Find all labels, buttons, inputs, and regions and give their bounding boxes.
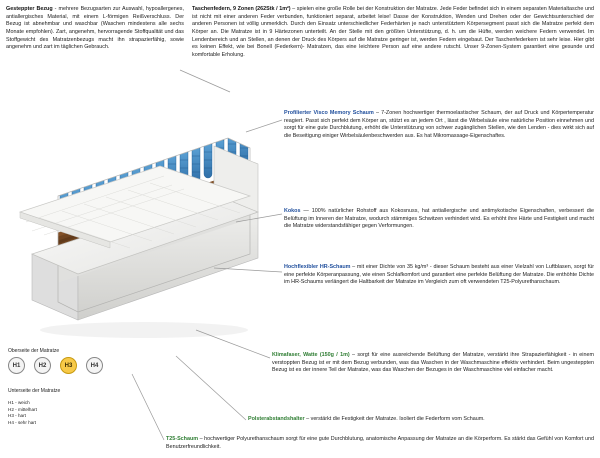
body-kokos: — 100% natürlicher Rohstoff aus Kokosnuss, hat antiallergische und antimykotische Eigenschaften, verbessert die Belüftung im Inneren der Matratze, wodurch stämmiges Schwitzen verhindert wird. Es erhöht ihre Härte und Festigkeit und macht die Matratze widerstandsfähiger gegen Verformungen.: [284, 208, 594, 230]
label-t25-schaum: T25-Schaum: [166, 436, 199, 442]
body-hr-schaum: – mit einer Dichte von 35 kg/m³ - dieser Schaum besteht aus einer Vielzahl von Luftblasen, sorgt für eine perfekte Körperanpassung, wie einen Schlafkomfort und garantiert eine perfekte Belüftung der Matratze. Die enthöhte Dichte im HR-Schaums verlängert die Haltbarkeit der Matratze im Vergleich zum oft verwendeten T25-Polyurethanschaum.: [284, 264, 594, 286]
leader-polster: [176, 356, 246, 420]
text-block-visco: [284, 110, 594, 141]
leader-bezug: [180, 70, 230, 92]
hardness-option-h4[interactable]: H4: [86, 357, 103, 374]
text-block-t25-schaum: [166, 436, 594, 451]
text-block-bezug: [6, 6, 184, 52]
hardness-selector[interactable]: [8, 357, 103, 374]
caption-top-side: Oberseite der Matratze: [8, 348, 60, 354]
body-t25-schaum: – hochwertiger Polyurethanschaum sorgt für eine gute Durchblutung, anatomische Anpassung der Matratze an die Körperform. Es stärkt das Gefühl von Komfort und Benutzerfreundlichkeit.: [166, 436, 594, 450]
legend-item-h1: H1 - weich: [8, 400, 30, 405]
mattress-cutaway-illustration: [14, 104, 282, 348]
hardness-option-h3[interactable]: H3: [60, 357, 77, 374]
legend-item-h3: H3 - hart: [8, 413, 26, 419]
leader-t25: [132, 374, 164, 440]
body-visco: – 7-Zonen hochwertiger thermoelastischer Schaum, der auf Druck und Körpertemperatur reagiert. Passt sich perfekt dem Körper an, stützt es an jedem Ort , lässt die Wirbelsäule eine natürliche Position einnehmen und sorgt für eine gute Durchblutung, erhöht die Unterstützung von schwer zugänglichen Stellen, wie den Lenden - dies wirkt sich auf die Beseitigung einiger Wirbelsäulenbeschwerden aus. Es hat Mikromassage-Eigenschaftes.: [284, 110, 594, 140]
body-klimafaser: – sorgt für eine ausreichende Belüftung der Matratze, verstärkt ihre Strapazierfähigkeit - in einem verstoppten Bezug ist er mit dem Bezug verbunden, was das Waschen in der Waschmaschine effektiv verhindert. Beim ungesteppten Bezug ist es der innere Teil der Matratze, was das Waschen der Bezuges in der Waschmaschine viel einfacher macht.: [272, 352, 594, 374]
label-polsterabstandshalter: Polsterabstandshalter: [248, 416, 305, 422]
body-bezug: - mehrere Bezugsarten zur Auswahl, hypoallergenes, antiallergisches Material, mit einem L-förmigen Reißverschluss. Der Bezug ist abnehmbar und waschbar (Waschen mindestens alle sechs Monate empfohlen). Zart, angenehm, hervorragende Stoffqualität und das Stoffgewicht des Matratzenbezugs macht ihn strapazierfähig, sowie angenehm und zart im täglichen Gebrauch.: [6, 6, 184, 51]
label-kokos: Kokos: [284, 208, 301, 214]
hardness-option-h2[interactable]: H2: [34, 357, 51, 374]
body-polsterabstandshalter: – verstärkt die Festigkeit der Matratze. Isoliert die Federform vom Schaum.: [304, 416, 485, 422]
label-visco: Profilierter Visco Memory Schaum: [284, 110, 374, 116]
text-block-taschenfedern: [192, 6, 594, 60]
label-klimafaser: Klimafaser, Watte (150g / 1m): [272, 352, 350, 358]
label-taschenfedern: Taschenfedern, 9 Zonen (262Stk / 1m²): [192, 6, 291, 12]
label-hr-schaum: Hochflexibler HR-Schaum: [284, 264, 351, 270]
caption-bottom-side: Unterseite der Matratze: [8, 388, 61, 394]
text-block-polsterabstandshalter: [248, 416, 594, 424]
text-block-hr-schaum: [284, 264, 594, 287]
label-bezug: Gesteppter Bezug: [6, 6, 53, 12]
text-block-kokos: [284, 208, 594, 231]
body-taschenfedern: – spielen eine große Rolle bei der Konstruktion der Matratze. Jede Feder befindet sich in einem separaten Materialtasche und ist nicht mit einer anderen Feder verbunden, funktioniert separat, arbeitet leise! Dasse der Konstruktion, Wenden und Drehen oder der Gewichtsunterschied der anderen Personen ist völlig unmerklich. Durch den Einsatz unterschiedlicher Federhärten je nach unterstütztem Körpersegment passt sich die Matratze perfekt dem Körper an. Die Matratze ist in 9 Härtezonen unterteilt. An der Stelle mit den größten Unterstützung, d. h. um die Hüfte, werden weichere Federn verwendet. Im Lendenbereich und an Stellen, an denen der Druck des Körpers auf die Matratze geringer ist, werden Federn eingebaut. Der Taschenfederkern ist sehr leise. Hier gibt es keinen Effekt, wie bei Bonell (Federkern)- Matratzen, das eine leichtere Person auf eine andere rutscht. Unser 9-Zonen-System garantiert eine gesunde und komfortable Erholung.: [192, 6, 594, 59]
text-block-klimafaser: [272, 352, 594, 375]
hardness-legend: [8, 400, 37, 427]
legend-item-h4: H4 - sehr hart: [8, 419, 37, 425]
hardness-option-h1[interactable]: H1: [8, 357, 25, 374]
legend-item-h2: H2 - mittelhart: [8, 406, 37, 412]
